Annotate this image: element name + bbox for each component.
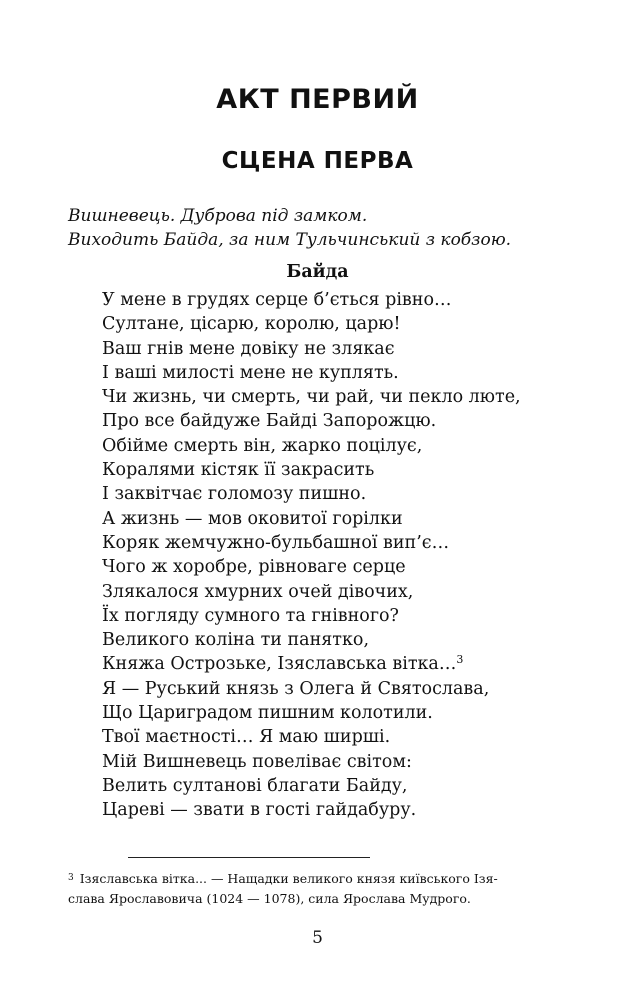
- verse-line: Цареві — звати в гості гайдабуру.: [102, 800, 417, 821]
- footnote-text: Ізяславська вітка... — Нащадки великого князя київського Ізя-: [79, 871, 498, 886]
- act-title: АКТ ПЕРВИЙ: [216, 84, 419, 115]
- verse-line-text: Княжа Острозьке, Ізяславська вітка…: [102, 654, 457, 675]
- verse-line: Коралями кістяк її закрасить: [102, 460, 375, 481]
- verse-line: І заквітчає голомозу пишно.: [102, 484, 367, 505]
- verse-line: Велить султанові благати Байду,: [102, 775, 408, 796]
- footnote-line: слава Ярославовича (1024 — 1078), сила Ярослава Мудрого.: [68, 891, 471, 906]
- speaker-name: Байда: [286, 262, 349, 282]
- verse-line: Султане, цісарю, королю, царю!: [102, 314, 401, 335]
- verse-line: Я — Руський князь з Олега й Святослава,: [102, 678, 490, 699]
- verse-line: Чи жизнь, чи смерть, чи рай, чи пекло люте,: [102, 387, 521, 408]
- footnote-reference[interactable]: 3: [456, 653, 464, 667]
- verse-line: Мій Вишневець повеліває світом:: [102, 751, 412, 772]
- verse-line: Великого коліна ти панятко,: [102, 630, 370, 651]
- verse-line: Їх погляду сумного та гнівного?: [102, 605, 399, 626]
- footnote-divider: [128, 857, 370, 858]
- verse-line: Обійме смерть він, жарко поцілує,: [102, 435, 423, 456]
- verse-line: Що Цариградом пишним колотили.: [102, 703, 433, 724]
- stage-direction-line: Виходить Байда, за ним Тульчинський з кобзою.: [68, 230, 512, 250]
- verse-line: Чого ж хоробре, рівноваге серце: [102, 557, 406, 578]
- verse-line: Про все байдуже Байді Запорожцю.: [102, 411, 437, 432]
- verse-line: Ваш гнів мене довіку не злякає: [102, 338, 395, 359]
- verse-line: І ваші милості мене не куплять.: [102, 362, 399, 383]
- verse-block: [102, 288, 602, 823]
- verse-line: Твої маєтності… Я маю ширші.: [102, 727, 391, 748]
- footnote: [68, 868, 568, 909]
- stage-directions: [68, 204, 588, 252]
- verse-line: У мене в грудях серце б’ється рівно…: [102, 290, 452, 310]
- verse-line-with-footnote: [102, 652, 602, 676]
- footnote-mark: 3: [68, 873, 74, 883]
- stage-direction-line: Вишневець. Дуброва під замком.: [68, 206, 368, 226]
- scene-title: СЦЕНА ПЕРВА: [221, 148, 414, 174]
- footnote-line: [68, 868, 568, 889]
- verse-line: Злякалося хмурних очей дівочих,: [102, 581, 414, 602]
- verse-line: Коряк жемчужно-бульбашної вип’є…: [102, 532, 450, 553]
- page-number: 5: [312, 928, 323, 948]
- verse-line: А жизнь — мов оковитої горілки: [102, 508, 403, 529]
